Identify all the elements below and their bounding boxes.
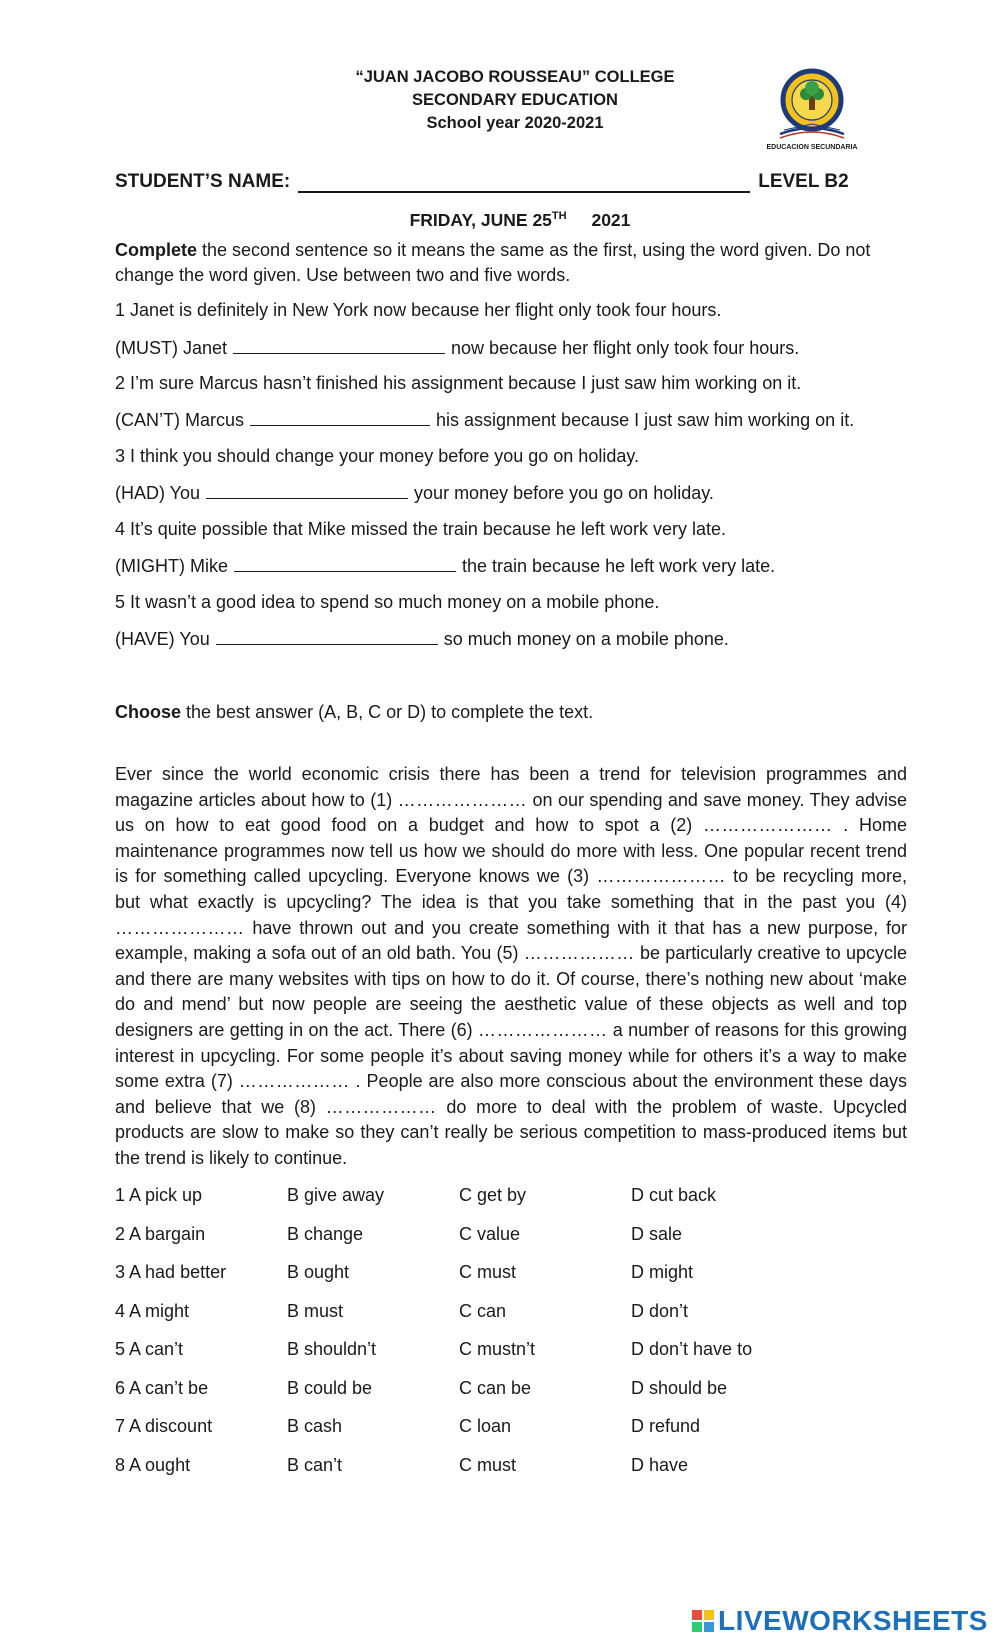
option[interactable]: B give away <box>287 1185 385 1205</box>
department: SECONDARY EDUCATION <box>412 91 618 109</box>
option[interactable]: D have <box>631 1454 689 1475</box>
section1-instructions: Complete the second sentence so it means the same as the first, using the word given. Do not change the word given. Use between two and five words. <box>115 240 871 285</box>
option[interactable]: 5 A can’t <box>115 1339 184 1359</box>
option[interactable]: C can be <box>459 1377 532 1398</box>
q3-transform: (HAD) You your money before you go on holiday. <box>115 480 907 506</box>
answer-options <box>115 1182 907 1490</box>
student-name-field[interactable] <box>298 173 750 193</box>
q1-original: 1 Janet is definitely in New York now because her flight only took four hours. <box>115 300 722 320</box>
option[interactable]: C mustn’t <box>459 1339 536 1359</box>
gap-2[interactable]: ………………… <box>703 815 833 836</box>
option-row <box>115 1259 907 1298</box>
section2-instructions: Choose the best answer (A, B, C or D) to complete the text. <box>115 702 594 722</box>
option[interactable]: B cash <box>287 1416 343 1436</box>
q4-original: 4 It’s quite possible that Mike missed the train because he left work very late. <box>115 519 726 539</box>
option[interactable]: D refund <box>631 1416 701 1436</box>
level-label: LEVEL B2 <box>758 171 849 192</box>
q4-transform: (MIGHT) Mike the train because he left work very late. <box>115 553 907 579</box>
option-row <box>115 1298 907 1337</box>
q3-original: 3 I think you should change your money before you go on holiday. <box>115 446 640 466</box>
college-name: “JUAN JACOBO ROUSSEAU” COLLEGE <box>355 68 675 86</box>
student-name-row <box>115 171 860 193</box>
option[interactable]: B ought <box>287 1262 350 1282</box>
school-year: School year 2020-2021 <box>426 114 604 132</box>
option[interactable]: 6 A can’t be <box>115 1377 209 1398</box>
q5-answer-blank[interactable] <box>216 626 438 645</box>
option[interactable]: 3 A had better <box>115 1262 227 1282</box>
option[interactable]: C get by <box>459 1185 527 1205</box>
option[interactable]: B must <box>287 1300 344 1321</box>
gap-1[interactable]: ………………… <box>397 789 528 810</box>
gap-3[interactable]: ………………… <box>596 866 726 887</box>
option[interactable]: D sale <box>631 1223 683 1244</box>
option[interactable]: 1 A pick up <box>115 1185 203 1205</box>
q3-answer-blank[interactable] <box>206 480 408 499</box>
option[interactable]: C must <box>459 1454 517 1475</box>
q5-transform: (HAVE) You so much money on a mobile phone. <box>115 626 907 652</box>
q1-answer-blank[interactable] <box>233 335 445 354</box>
option[interactable]: C value <box>459 1223 521 1244</box>
gap-7[interactable]: ……………… <box>238 1071 350 1092</box>
exam-date: FRIDAY, JUNE 25TH 2021 <box>409 210 631 230</box>
option[interactable]: D should be <box>631 1377 728 1398</box>
option-row <box>115 1182 907 1221</box>
option-row <box>115 1375 907 1414</box>
q2-answer-blank[interactable] <box>250 407 430 426</box>
option[interactable]: 2 A bargain <box>115 1223 206 1244</box>
liveworksheets-brand: LIVEWORKSHEETS <box>718 1605 988 1636</box>
option[interactable]: 7 A discount <box>115 1416 213 1436</box>
option-row <box>115 1452 907 1491</box>
option[interactable]: 8 A ought <box>115 1454 191 1475</box>
option[interactable]: C can <box>459 1300 507 1321</box>
crest-caption: EDUCACION SECUNDARIA <box>766 144 858 151</box>
q1-transform: (MUST) Janet now because her flight only took four hours. <box>115 335 907 361</box>
option[interactable]: D cut back <box>631 1185 717 1205</box>
liveworksheets-footer[interactable] <box>692 1606 988 1636</box>
option-row <box>115 1413 907 1452</box>
option[interactable]: D don’t <box>631 1300 689 1321</box>
gap-6[interactable]: ………………… <box>477 1019 608 1040</box>
option[interactable]: B could be <box>287 1377 373 1398</box>
gap-5[interactable]: ……………… <box>523 943 635 964</box>
option-row <box>115 1336 907 1375</box>
student-name-label: STUDENT’S NAME: <box>115 171 291 192</box>
option[interactable]: C must <box>459 1262 517 1282</box>
option[interactable]: 4 A might <box>115 1300 190 1321</box>
liveworksheets-logo-icon <box>692 1610 714 1632</box>
option[interactable]: B can’t <box>287 1454 343 1475</box>
option[interactable]: B shouldn’t <box>287 1339 377 1359</box>
q4-answer-blank[interactable] <box>234 553 456 572</box>
school-crest-icon <box>766 66 858 156</box>
option-row <box>115 1221 907 1260</box>
q5-original: 5 It wasn’t a good idea to spend so much money on a mobile phone. <box>115 592 660 612</box>
option[interactable]: D might <box>631 1262 694 1282</box>
option[interactable]: C loan <box>459 1416 512 1436</box>
option[interactable]: B change <box>287 1223 364 1244</box>
option[interactable]: D don’t have to <box>631 1339 753 1359</box>
gap-8[interactable]: ……………… <box>325 1096 437 1117</box>
gap-4[interactable]: ………………… <box>115 917 245 938</box>
q2-transform: (CAN’T) Marcus his assignment because I just saw him working on it. <box>115 407 907 433</box>
cloze-passage: Ever since the world economic crisis there has been a trend for television programmes and magazine articles about how to (1) ………………… on our spending and save money. They advise us on how to eat good food on a budget and how to spot a (2) ………………… . Home maintenance programmes now tell us how we should do more with less. One popular recent trend is for something called upcycling. Everyone knows we (3) ………………… to be recycling more, but what exactly is upcycling? The idea is that you take something that in the past you (4) ………………… have thrown out and you create something with it that has a new purpose, for example, making a sofa out of an old bath. You (5) ……………… be particularly creative to upcycle and there are many websites with tips on how to do it. Of course, there’s nothing new about ‘make do and mend’ but now people are seeing the aesthetic value of these objects as well and top designers are getting in on the act. There (6) ………………… a number of reasons for this growing interest in upcycling. For some people it’s about saving money while for others it’s a way to make some extra (7) ……………… . People are also more conscious about the environment these days and believe that we (8) ……………… do more to deal with the problem of waste. Upcycled products are slow to make so they can’t really be serious competition to mass-produced items but the trend is likely to continue. <box>115 764 908 1168</box>
q2-original: 2 I’m sure Marcus hasn’t finished his assignment because I just saw him working on it. <box>115 373 802 393</box>
